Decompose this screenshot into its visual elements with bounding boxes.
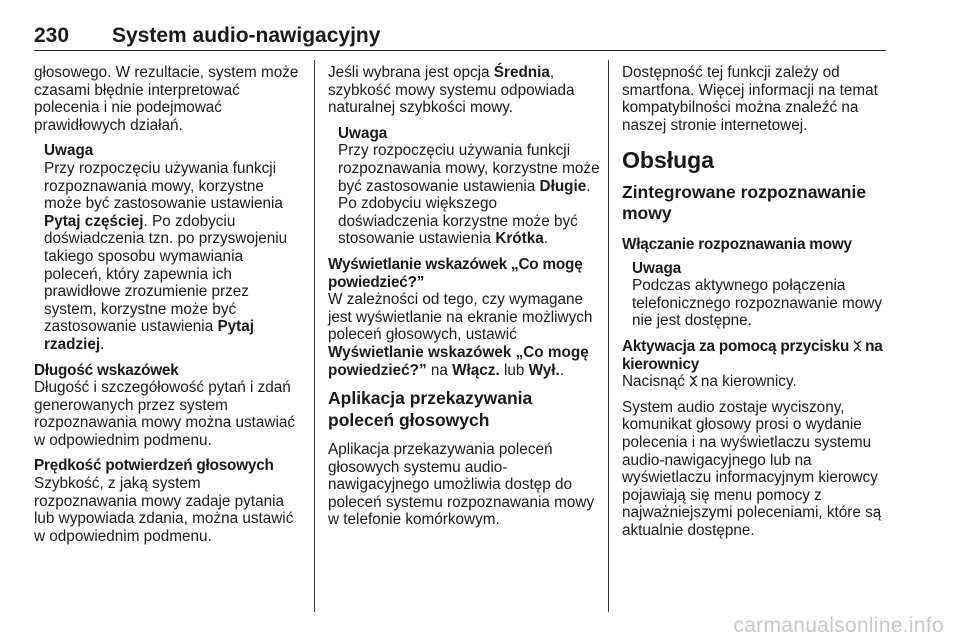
note-text-part: Przy rozpoczęciu używania funkcji rozpoznawania mowy, korzystne może być zastosowanie ustawienia: [44, 159, 283, 213]
column-2: [328, 64, 600, 537]
text-part: na: [430, 361, 448, 379]
paragraph: Długość i szczegółowość pytań i zdań generowanych przez system rozpoznawania mowy można ustawiać w odpowiednim podmenu.: [34, 379, 296, 449]
text-part: Aktywacja za pomocą przycisku: [622, 337, 850, 355]
paragraph: System audio zostaje wyciszony, komunikat głosowy prosi o wydanie polecenia i na wyświetlaczu systemu audio-nawigacyjnego lub na wyświetlaczu informacyjnym kierowcy pojawiają się menu pomocy z najważniejszymi poleceniami, które są aktualnie dostępne.: [622, 398, 882, 539]
note-text-part: . Po zdobyciu doświadczenia tzn. po przyswojeniu takiego sposobu wymawiania poleceń, który zapewnia ich prawidłowe zrozumienie przez system, korzystne może być zastosowanie ustawienia: [44, 212, 288, 336]
note-title: Uwaga: [44, 142, 94, 160]
note-text: [44, 160, 302, 354]
text-part: .: [559, 361, 565, 379]
paragraph: Aplikacja przekazywania poleceń głosowych systemu audio-nawigacyjnego umożliwia dostęp do poleceń systemu rozpoznawania mowy w telefonie komórkowym.: [328, 441, 595, 529]
note-text-part: .: [543, 230, 549, 248]
voice-control-icon: [852, 340, 862, 352]
section-heading: Zintegrowane rozpoznawanie mowy: [622, 181, 867, 223]
note-text-part: Przy rozpoczęciu używania funkcji rozpoznawania mowy, korzystne może być zastosowanie ustawienia: [338, 142, 600, 195]
note-text-part: . Po zdobyciu większego doświadczenia korzystne może być stosowanie ustawienia: [338, 177, 591, 248]
note-box: [622, 260, 892, 330]
subheading: Wyświetlanie wskazówek „Co mogę powiedzieć?”: [328, 255, 583, 291]
column-divider-2: [608, 60, 609, 612]
setting-name: Średnia: [493, 64, 550, 81]
text-part: Nacisnąć: [622, 373, 685, 391]
column-3: [622, 64, 892, 547]
page-header: [34, 24, 886, 51]
page-title: System audio-nawigacyjny: [112, 24, 381, 47]
subheading: Prędkość potwierdzeń głosowych: [34, 457, 274, 475]
paragraph: głosowego. W rezultacie, system może czasami błędnie interpretować polecenia i nie podejmować prawidłowych działań.: [34, 64, 299, 134]
note-box: [34, 142, 302, 353]
text-part: W zależności od tego, czy wymagane jest wyświetlanie na ekranie możliwych poleceń głosowych, ustawić: [328, 291, 593, 344]
paragraph: Dostępność tej funkcji zależy od smartfona. Więcej informacji na temat kompatybilności można znaleźć na naszej stronie internetowej.: [622, 64, 878, 134]
text-part: , szybkość mowy systemu odpowiada naturalnej szybkości mowy.: [328, 64, 575, 117]
paragraph: [622, 373, 892, 391]
text-part: na kierownicy: [622, 337, 883, 373]
note-text: Podczas aktywnego połączenia telefonicznego rozpoznawanie mowy nie jest dostępne.: [632, 277, 882, 330]
note-text-part: .: [100, 335, 105, 353]
setting-name: Pytaj częściej: [44, 212, 144, 230]
subheading: Długość wskazówek: [34, 361, 179, 379]
setting-name: Krótka: [495, 230, 544, 248]
note-title: Uwaga: [338, 124, 388, 142]
voice-control-icon: [688, 375, 698, 387]
setting-name: Pytaj rzadziej: [44, 318, 255, 353]
setting-name: Wył.: [528, 361, 560, 379]
note-text: [338, 142, 600, 248]
setting-name: Długie: [539, 177, 587, 195]
chapter-heading: Obsługa: [622, 147, 715, 174]
setting-name: Włącz.: [452, 361, 500, 379]
column-1: [34, 64, 302, 553]
note-title: Uwaga: [632, 259, 682, 277]
column-divider-1: [314, 60, 315, 612]
subheading: [622, 338, 892, 373]
text-part: Jeśli wybrana jest opcja: [328, 64, 490, 81]
text-part: na kierownicy.: [700, 373, 797, 391]
paragraph: [328, 291, 600, 379]
note-box: [328, 125, 600, 248]
section-heading: Aplikacja przekazywania poleceń głosowych: [328, 388, 533, 431]
subheading: Włączanie rozpoznawania mowy: [622, 235, 852, 253]
text-part: lub: [503, 361, 525, 379]
page-number: 230: [34, 24, 70, 47]
paragraph: [328, 64, 600, 117]
setting-name: Wyświetlanie wskazówek „Co mogę powiedzieć?”: [328, 343, 589, 379]
paragraph: Szybkość, z jaką system rozpoznawania mowy zadaje pytania lub wypowiada zdania, można ustawić w odpowiednim podmenu.: [34, 475, 294, 545]
watermark: carmanualsonline.info: [733, 614, 944, 637]
